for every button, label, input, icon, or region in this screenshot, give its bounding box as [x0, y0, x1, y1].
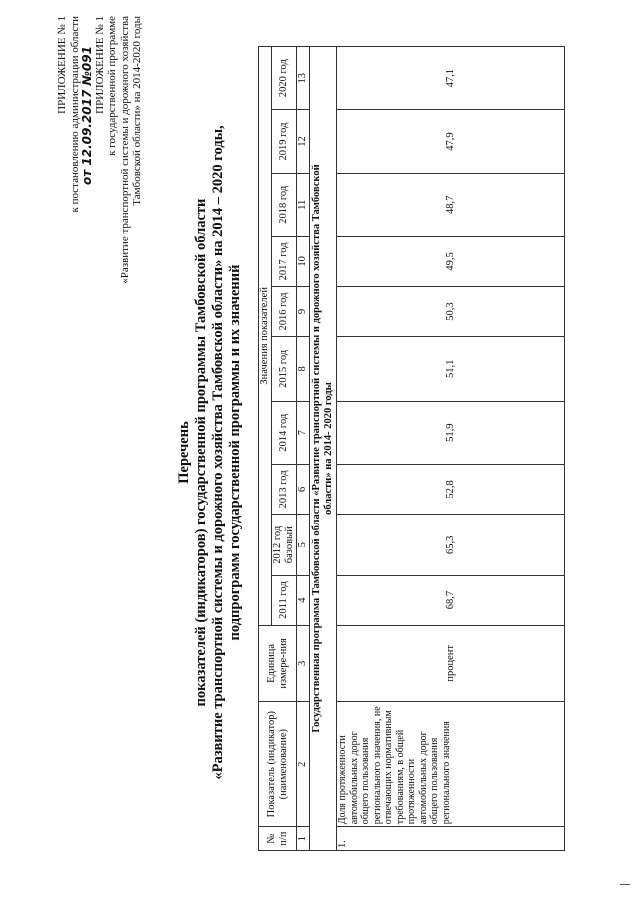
col-header-year: 2011 год	[272, 575, 297, 625]
section-title-cell	[310, 47, 337, 851]
col-header-year: 2017 год	[272, 236, 297, 286]
col-number: 7	[297, 401, 310, 464]
col-header-year: 2016 год	[272, 286, 297, 336]
col-number: 2	[297, 702, 310, 827]
program-region-label: Тамбовской области» на 2014-2020 годы	[131, 16, 143, 206]
col-number: 1	[297, 827, 310, 851]
row-value-2014: 51,9	[337, 401, 565, 464]
appendix-label-2: ПРИЛОЖЕНИЕ № 1	[93, 16, 106, 114]
col-number: 5	[297, 514, 310, 575]
row-value-2013: 52,8	[337, 464, 565, 514]
col-header-year: 2019 год	[272, 110, 297, 173]
col-number: 9	[297, 286, 310, 336]
col-header-year: 2020 год	[272, 47, 297, 110]
row-value-2020: 47,1	[337, 47, 565, 110]
col-number: 10	[297, 236, 310, 286]
col-number: 13	[297, 47, 310, 110]
section-row	[310, 47, 337, 851]
appendix-header	[56, 16, 144, 284]
section-title: Государственная программа Тамбовской области «Развитие транспортной системы и дорожного хозяйства Тамбовской	[311, 164, 322, 733]
row-value-2018: 48,7	[337, 173, 565, 236]
col-header-unit: Единица измере-ния	[259, 625, 297, 701]
col-header-indicator: Показатель (индикатор) (наименование)	[259, 702, 297, 827]
title-line-4: подпрограмм государственной программы и их значений	[227, 264, 243, 641]
col-number: 12	[297, 110, 310, 173]
section-title-cont: области» на 2014- 2020 годы	[323, 382, 334, 515]
col-header-year: 2015 год	[272, 337, 297, 402]
col-number: 6	[297, 464, 310, 514]
column-number-row	[297, 47, 310, 851]
col-number: 3	[297, 625, 310, 701]
title-line-3: «Развитие транспортной системы и дорожного хозяйства Тамбовской области» на 2014 – 2020 годы,	[210, 125, 226, 780]
title-line-2: показателей (индикаторов) государственной программы Тамбовской области	[193, 198, 209, 707]
document-title	[176, 0, 244, 905]
row-value-2011: 68,7	[337, 575, 565, 625]
handwritten-date: от 12.09.2017 №091	[80, 46, 94, 185]
col-header-year: 2013 год	[272, 464, 297, 514]
header-row-1	[259, 47, 272, 851]
col-header-year: 2014 год	[272, 401, 297, 464]
row-value-2016: 50,3	[337, 286, 565, 336]
scan-mark	[620, 884, 630, 885]
resolution-label: к постановлению администрации области	[68, 16, 81, 213]
col-header-values-group: Значения показателей	[259, 47, 272, 626]
row-value-2015: 51,1	[337, 337, 565, 402]
col-number: 4	[297, 575, 310, 625]
table-row	[337, 47, 565, 851]
appendix-label: ПРИЛОЖЕНИЕ № 1	[56, 16, 68, 114]
col-number: 11	[297, 173, 310, 236]
row-number: 1.	[337, 827, 565, 851]
program-name-label: «Развитие транспортной системы и дорожного хозяйства	[118, 16, 131, 284]
col-header-num: № п/п	[259, 827, 297, 851]
title-line-1: Перечень	[176, 421, 192, 484]
row-indicator: Доля протяженности автомобильных дорог общего пользования регионального значения, не отвечающих нормативным требованиям, в общей протяженности автомобильных дорог общего пользования регионального значения	[337, 702, 565, 827]
row-value-2019: 47,9	[337, 110, 565, 173]
col-header-year: 2018 год	[272, 173, 297, 236]
row-value-2017: 49,5	[337, 236, 565, 286]
col-number: 8	[297, 337, 310, 402]
row-value-2012: 65,3	[337, 514, 565, 575]
indicators-table	[258, 46, 565, 851]
col-header-year: 2012 год базовый	[272, 514, 297, 575]
row-unit: процент	[337, 625, 565, 701]
program-ref-label: к государственной программе	[106, 16, 118, 156]
